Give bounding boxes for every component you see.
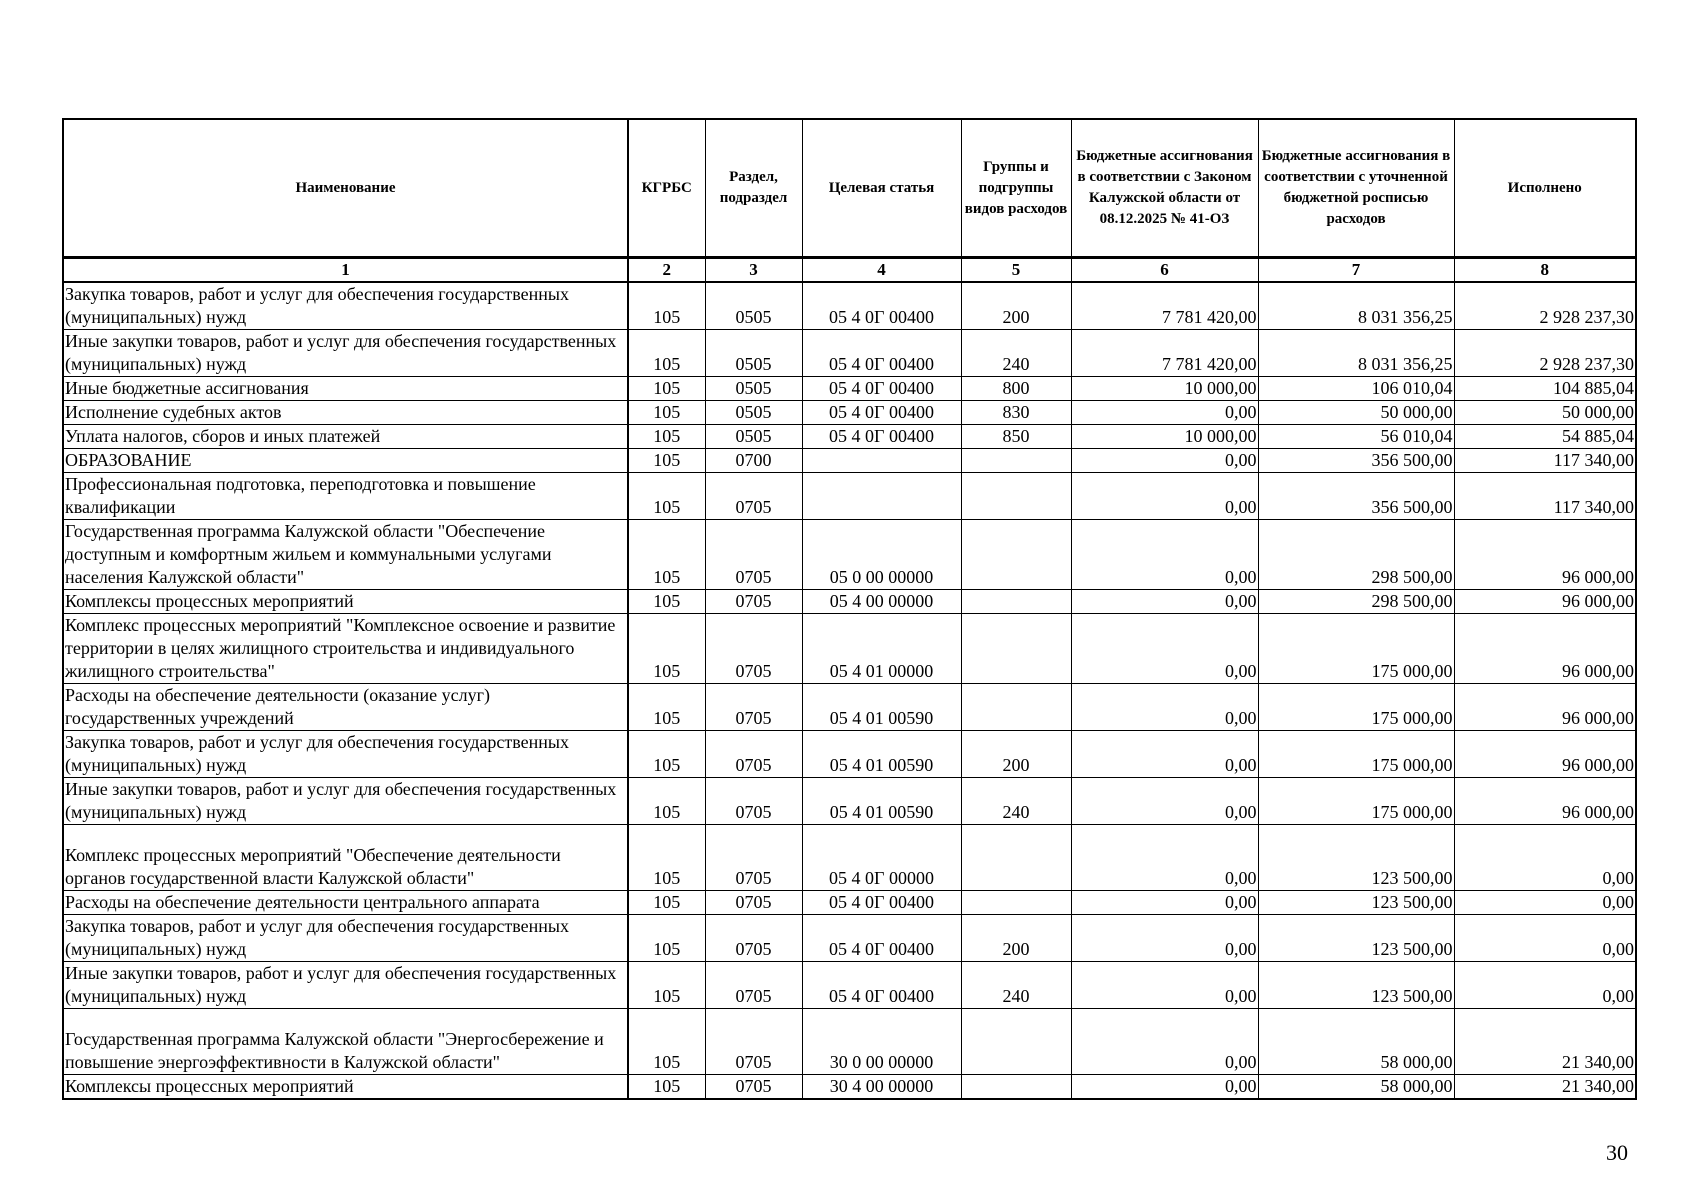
header-target-article: Целевая статья <box>802 119 961 258</box>
row-name: Иные закупки товаров, работ и услуг для обеспечения государственных (муниципальных) нужд <box>63 962 628 1009</box>
row-law-allocation: 0,00 <box>1071 590 1258 614</box>
column-number: 4 <box>802 258 961 283</box>
row-executed: 2 928 237,30 <box>1454 282 1636 330</box>
row-name: Комплекс процессных мероприятий "Обеспечение деятельности органов государственной власти Калужской области" <box>63 825 628 891</box>
row-law-allocation: 0,00 <box>1071 731 1258 778</box>
row-expense-group: 200 <box>961 915 1071 962</box>
row-expense-group <box>961 825 1071 891</box>
row-refined-allocation: 298 500,00 <box>1258 590 1454 614</box>
row-name: Комплексы процессных мероприятий <box>63 1075 628 1100</box>
table-row <box>63 778 1636 825</box>
row-refined-allocation: 298 500,00 <box>1258 520 1454 590</box>
row-expense-group: 800 <box>961 377 1071 401</box>
row-kgrbs: 105 <box>628 282 705 330</box>
row-refined-allocation: 56 010,04 <box>1258 425 1454 449</box>
row-law-allocation: 7 781 420,00 <box>1071 330 1258 377</box>
table-row <box>63 401 1636 425</box>
table-row <box>63 520 1636 590</box>
row-executed: 117 340,00 <box>1454 473 1636 520</box>
row-kgrbs: 105 <box>628 891 705 915</box>
budget-table <box>62 118 1637 1100</box>
row-expense-group: 200 <box>961 731 1071 778</box>
row-section: 0705 <box>705 1009 802 1075</box>
row-executed: 21 340,00 <box>1454 1075 1636 1100</box>
row-expense-group: 240 <box>961 962 1071 1009</box>
row-section: 0705 <box>705 1075 802 1100</box>
row-executed: 2 928 237,30 <box>1454 330 1636 377</box>
row-name: Комплексы процессных мероприятий <box>63 590 628 614</box>
row-kgrbs: 105 <box>628 473 705 520</box>
row-executed: 96 000,00 <box>1454 590 1636 614</box>
row-target-article: 05 4 0Г 00400 <box>802 330 961 377</box>
row-section: 0705 <box>705 520 802 590</box>
row-section: 0505 <box>705 330 802 377</box>
row-kgrbs: 105 <box>628 778 705 825</box>
row-name: Расходы на обеспечение деятельности (оказание услуг) государственных учреждений <box>63 684 628 731</box>
row-executed: 50 000,00 <box>1454 401 1636 425</box>
row-law-allocation: 0,00 <box>1071 1009 1258 1075</box>
row-law-allocation: 0,00 <box>1071 915 1258 962</box>
row-section: 0705 <box>705 590 802 614</box>
header-name: Наименование <box>63 119 628 258</box>
row-kgrbs: 105 <box>628 962 705 1009</box>
header-law-allocations: Бюджетные ассигнования в соответствии с Законом Калужской области от 08.12.2025 № 41-ОЗ <box>1071 119 1258 258</box>
row-kgrbs: 105 <box>628 684 705 731</box>
row-refined-allocation: 8 031 356,25 <box>1258 282 1454 330</box>
header-refined-allocations: Бюджетные ассигнования в соответствии с уточненной бюджетной росписью расходов <box>1258 119 1454 258</box>
row-target-article: 05 0 00 00000 <box>802 520 961 590</box>
row-law-allocation: 0,00 <box>1071 778 1258 825</box>
row-target-article: 05 4 00 00000 <box>802 590 961 614</box>
table-row <box>63 825 1636 891</box>
row-target-article: 30 0 00 00000 <box>802 1009 961 1075</box>
row-expense-group <box>961 684 1071 731</box>
row-target-article: 05 4 0Г 00400 <box>802 282 961 330</box>
row-name: Комплекс процессных мероприятий "Комплексное освоение и развитие территории в целях жилищного строительства и индивидуального жилищного строительства" <box>63 614 628 684</box>
row-section: 0705 <box>705 915 802 962</box>
row-law-allocation: 10 000,00 <box>1071 377 1258 401</box>
table-row <box>63 1075 1636 1100</box>
row-executed: 96 000,00 <box>1454 778 1636 825</box>
row-executed: 117 340,00 <box>1454 449 1636 473</box>
row-kgrbs: 105 <box>628 401 705 425</box>
row-law-allocation: 0,00 <box>1071 520 1258 590</box>
column-number: 6 <box>1071 258 1258 283</box>
row-expense-group <box>961 590 1071 614</box>
row-refined-allocation: 8 031 356,25 <box>1258 330 1454 377</box>
row-executed: 54 885,04 <box>1454 425 1636 449</box>
row-expense-group <box>961 449 1071 473</box>
column-number: 8 <box>1454 258 1636 283</box>
row-refined-allocation: 123 500,00 <box>1258 891 1454 915</box>
row-kgrbs: 105 <box>628 330 705 377</box>
table-row <box>63 282 1636 330</box>
row-section: 0705 <box>705 614 802 684</box>
row-law-allocation: 0,00 <box>1071 891 1258 915</box>
row-expense-group <box>961 1075 1071 1100</box>
row-kgrbs: 105 <box>628 449 705 473</box>
row-law-allocation: 0,00 <box>1071 962 1258 1009</box>
row-target-article: 05 4 0Г 00400 <box>802 401 961 425</box>
row-target-article: 05 4 01 00590 <box>802 731 961 778</box>
row-law-allocation: 10 000,00 <box>1071 425 1258 449</box>
column-number: 3 <box>705 258 802 283</box>
row-expense-group <box>961 1009 1071 1075</box>
header-expense-group: Группы и подгруппы видов расходов <box>961 119 1071 258</box>
row-target-article: 05 4 0Г 00400 <box>802 425 961 449</box>
row-kgrbs: 105 <box>628 825 705 891</box>
row-executed: 104 885,04 <box>1454 377 1636 401</box>
row-refined-allocation: 123 500,00 <box>1258 915 1454 962</box>
row-section: 0505 <box>705 377 802 401</box>
row-refined-allocation: 175 000,00 <box>1258 778 1454 825</box>
row-kgrbs: 105 <box>628 1075 705 1100</box>
row-section: 0505 <box>705 425 802 449</box>
row-name: Закупка товаров, работ и услуг для обеспечения государственных (муниципальных) нужд <box>63 731 628 778</box>
row-law-allocation: 0,00 <box>1071 825 1258 891</box>
row-executed: 21 340,00 <box>1454 1009 1636 1075</box>
row-section: 0505 <box>705 401 802 425</box>
row-section: 0705 <box>705 684 802 731</box>
row-section: 0505 <box>705 282 802 330</box>
row-name: Исполнение судебных актов <box>63 401 628 425</box>
table-row <box>63 377 1636 401</box>
row-expense-group: 240 <box>961 778 1071 825</box>
row-executed: 96 000,00 <box>1454 684 1636 731</box>
row-name: ОБРАЗОВАНИЕ <box>63 449 628 473</box>
table-row <box>63 915 1636 962</box>
row-refined-allocation: 175 000,00 <box>1258 731 1454 778</box>
row-target-article: 05 4 0Г 00400 <box>802 915 961 962</box>
row-law-allocation: 0,00 <box>1071 449 1258 473</box>
row-refined-allocation: 175 000,00 <box>1258 684 1454 731</box>
row-section: 0705 <box>705 731 802 778</box>
row-target-article: 05 4 01 00590 <box>802 778 961 825</box>
row-expense-group: 830 <box>961 401 1071 425</box>
row-refined-allocation: 175 000,00 <box>1258 614 1454 684</box>
row-expense-group: 200 <box>961 282 1071 330</box>
column-number: 5 <box>961 258 1071 283</box>
column-number: 7 <box>1258 258 1454 283</box>
row-target-article <box>802 473 961 520</box>
page-number: 30 <box>1606 1140 1628 1165</box>
table-header-row <box>63 119 1636 258</box>
row-refined-allocation: 123 500,00 <box>1258 962 1454 1009</box>
table-row <box>63 684 1636 731</box>
row-section: 0700 <box>705 449 802 473</box>
row-kgrbs: 105 <box>628 915 705 962</box>
row-name: Иные закупки товаров, работ и услуг для обеспечения государственных (муниципальных) нужд <box>63 330 628 377</box>
row-target-article: 05 4 0Г 00400 <box>802 891 961 915</box>
row-kgrbs: 105 <box>628 425 705 449</box>
column-number: 2 <box>628 258 705 283</box>
row-executed: 96 000,00 <box>1454 731 1636 778</box>
row-name: Иные бюджетные ассигнования <box>63 377 628 401</box>
row-expense-group <box>961 891 1071 915</box>
row-kgrbs: 105 <box>628 520 705 590</box>
row-law-allocation: 0,00 <box>1071 614 1258 684</box>
budget-document <box>62 118 1635 1100</box>
row-target-article: 30 4 00 00000 <box>802 1075 961 1100</box>
row-name: Закупка товаров, работ и услуг для обеспечения государственных (муниципальных) нужд <box>63 915 628 962</box>
table-row <box>63 731 1636 778</box>
table-row <box>63 1009 1636 1075</box>
row-name: Государственная программа Калужской области "Энергосбережение и повышение энергоэффективности в Калужской области" <box>63 1009 628 1075</box>
row-executed: 0,00 <box>1454 962 1636 1009</box>
row-kgrbs: 105 <box>628 1009 705 1075</box>
row-section: 0705 <box>705 962 802 1009</box>
row-section: 0705 <box>705 473 802 520</box>
row-name: Профессиональная подготовка, переподготовка и повышение квалификации <box>63 473 628 520</box>
row-kgrbs: 105 <box>628 590 705 614</box>
row-target-article: 05 4 0Г 00400 <box>802 962 961 1009</box>
row-law-allocation: 0,00 <box>1071 684 1258 731</box>
row-executed: 96 000,00 <box>1454 614 1636 684</box>
row-expense-group: 850 <box>961 425 1071 449</box>
table-row <box>63 891 1636 915</box>
row-name: Уплата налогов, сборов и иных платежей <box>63 425 628 449</box>
row-section: 0705 <box>705 891 802 915</box>
row-executed: 96 000,00 <box>1454 520 1636 590</box>
row-executed: 0,00 <box>1454 915 1636 962</box>
row-expense-group: 240 <box>961 330 1071 377</box>
row-name: Расходы на обеспечение деятельности центрального аппарата <box>63 891 628 915</box>
row-target-article <box>802 449 961 473</box>
row-kgrbs: 105 <box>628 377 705 401</box>
row-target-article: 05 4 0Г 00400 <box>802 377 961 401</box>
column-number-row <box>63 258 1636 283</box>
row-section: 0705 <box>705 825 802 891</box>
header-executed: Исполнено <box>1454 119 1636 258</box>
row-executed: 0,00 <box>1454 891 1636 915</box>
row-refined-allocation: 106 010,04 <box>1258 377 1454 401</box>
row-target-article: 05 4 01 00590 <box>802 684 961 731</box>
row-executed: 0,00 <box>1454 825 1636 891</box>
table-row <box>63 614 1636 684</box>
column-number: 1 <box>63 258 628 283</box>
row-kgrbs: 105 <box>628 731 705 778</box>
table-row <box>63 962 1636 1009</box>
header-section: Раздел, подраздел <box>705 119 802 258</box>
table-row <box>63 473 1636 520</box>
row-name: Иные закупки товаров, работ и услуг для обеспечения государственных (муниципальных) нужд <box>63 778 628 825</box>
row-law-allocation: 0,00 <box>1071 401 1258 425</box>
row-refined-allocation: 123 500,00 <box>1258 825 1454 891</box>
row-target-article: 05 4 0Г 00000 <box>802 825 961 891</box>
row-expense-group <box>961 614 1071 684</box>
table-row <box>63 425 1636 449</box>
row-name: Государственная программа Калужской области "Обеспечение доступным и комфортным жильем и коммунальными услугами населения Калужской области" <box>63 520 628 590</box>
row-expense-group <box>961 473 1071 520</box>
row-name: Закупка товаров, работ и услуг для обеспечения государственных (муниципальных) нужд <box>63 282 628 330</box>
row-target-article: 05 4 01 00000 <box>802 614 961 684</box>
row-refined-allocation: 58 000,00 <box>1258 1009 1454 1075</box>
row-law-allocation: 0,00 <box>1071 473 1258 520</box>
row-refined-allocation: 356 500,00 <box>1258 473 1454 520</box>
row-law-allocation: 7 781 420,00 <box>1071 282 1258 330</box>
row-expense-group <box>961 520 1071 590</box>
row-kgrbs: 105 <box>628 614 705 684</box>
row-refined-allocation: 356 500,00 <box>1258 449 1454 473</box>
row-refined-allocation: 50 000,00 <box>1258 401 1454 425</box>
table-row <box>63 330 1636 377</box>
row-law-allocation: 0,00 <box>1071 1075 1258 1100</box>
table-row <box>63 590 1636 614</box>
table-row <box>63 449 1636 473</box>
header-kgrbs: КГРБС <box>628 119 705 258</box>
row-section: 0705 <box>705 778 802 825</box>
row-refined-allocation: 58 000,00 <box>1258 1075 1454 1100</box>
